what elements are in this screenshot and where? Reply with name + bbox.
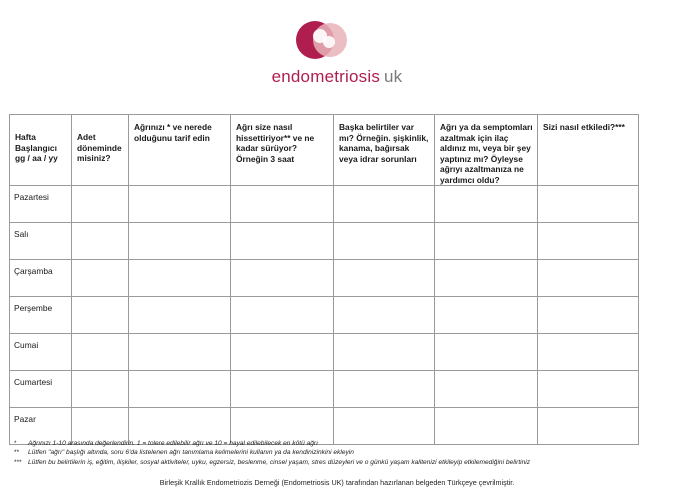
entry-cell[interactable] xyxy=(435,334,538,371)
entry-cell[interactable] xyxy=(435,186,538,223)
entry-cell[interactable] xyxy=(435,297,538,334)
entry-cell[interactable] xyxy=(231,297,334,334)
entry-cell[interactable] xyxy=(334,260,435,297)
footnote-text: Lütfen bu belirtilerin iş, eğitim, ilişkiler, sosyal aktiviteler, uyku, egzersiz, beslenme, cinsel yaşam, stres düzeyleri ve o günkü yaşam kalitenizi etkileyip etkilemediğini belirtiniz xyxy=(28,458,531,466)
table-row xyxy=(10,371,639,408)
footer-credit: Birleşik Krallık Endometriozis Derneği (Endometriosis UK) tarafından hazırlanan belgeden Türkçeye çevrilmiştir. xyxy=(159,478,515,487)
entry-cell[interactable] xyxy=(538,408,639,445)
header-period: Adet döneminde misiniz? xyxy=(72,115,129,186)
footnote xyxy=(14,448,530,457)
entry-cell[interactable] xyxy=(435,223,538,260)
entry-cell[interactable] xyxy=(435,260,538,297)
entry-cell[interactable] xyxy=(231,186,334,223)
entry-cell[interactable] xyxy=(231,334,334,371)
entry-cell[interactable] xyxy=(538,334,639,371)
day-label: Çarşamba xyxy=(10,260,72,297)
logo xyxy=(0,18,674,88)
day-label: Cumartesi xyxy=(10,371,72,408)
footnote xyxy=(14,458,530,467)
header-impact: Sizi nasıl etkiledi?*** xyxy=(538,115,639,186)
entry-cell[interactable] xyxy=(538,260,639,297)
header-other-symptoms: Başka belirtiler var mı? Örneğin. şişkinlik, kanama, bağırsak veya idrar sorunları xyxy=(334,115,435,186)
entry-cell[interactable] xyxy=(538,371,639,408)
table-row xyxy=(10,186,639,223)
logo-text-uk: uk xyxy=(384,67,403,86)
entry-cell[interactable] xyxy=(72,223,129,260)
day-label: Cumai xyxy=(10,334,72,371)
footnote-marker: *** xyxy=(14,458,22,466)
day-label: Salı xyxy=(10,223,72,260)
entry-cell[interactable] xyxy=(231,260,334,297)
entry-cell[interactable] xyxy=(538,186,639,223)
day-label: Perşembe xyxy=(10,297,72,334)
entry-cell[interactable] xyxy=(129,297,231,334)
entry-cell[interactable] xyxy=(334,297,435,334)
entry-cell[interactable] xyxy=(72,186,129,223)
logo-emblem xyxy=(293,18,383,68)
entry-cell[interactable] xyxy=(334,223,435,260)
table-row xyxy=(10,334,639,371)
entry-cell[interactable] xyxy=(129,371,231,408)
day-label: Pazartesi xyxy=(10,186,72,223)
entry-cell[interactable] xyxy=(129,223,231,260)
day-label: Pazar xyxy=(10,408,72,445)
header-pain-location: Ağrınızı * ve nerede olduğunu tarif edin xyxy=(129,115,231,186)
header-week-start: Hafta Başlangıcı gg / aa / yy xyxy=(10,115,72,186)
footnote-text: Lütfen "ağrı" başlığı altında, soru 6'da listelenen ağrı tanımlama kelimelerini kullanın ya da kendinizinkini ekleyin xyxy=(28,449,354,457)
pain-diary-table xyxy=(9,114,639,445)
footnote-marker: ** xyxy=(14,449,20,457)
entry-cell[interactable] xyxy=(334,371,435,408)
entry-cell[interactable] xyxy=(538,297,639,334)
footnote-marker: * xyxy=(14,440,17,447)
table-row xyxy=(10,223,639,260)
footnote-text: Ağrınızı 1-10 arasında değerlendirin. 1 = tolere edilebilir ağrı ve 10 = hayal edilebilecek en kötü ağrı xyxy=(28,440,318,447)
table-row xyxy=(10,260,639,297)
logo-wordmark xyxy=(0,67,674,87)
entry-cell[interactable] xyxy=(72,297,129,334)
header-row xyxy=(10,115,639,186)
entry-cell[interactable] xyxy=(72,260,129,297)
entry-cell[interactable] xyxy=(72,334,129,371)
entry-cell[interactable] xyxy=(129,260,231,297)
entry-cell[interactable] xyxy=(538,223,639,260)
entry-cell[interactable] xyxy=(435,371,538,408)
footnotes xyxy=(14,439,530,467)
logo-text-main: endometriosis xyxy=(271,67,381,86)
entry-cell[interactable] xyxy=(129,186,231,223)
entry-cell[interactable] xyxy=(231,371,334,408)
entry-cell[interactable] xyxy=(334,334,435,371)
header-pain-feeling: Ağrı size nasıl hissettiriyor** ve ne kadar sürüyor? Örneğin 3 saat xyxy=(231,115,334,186)
entry-cell[interactable] xyxy=(129,334,231,371)
table-row xyxy=(10,297,639,334)
entry-cell[interactable] xyxy=(334,186,435,223)
footnote xyxy=(14,439,530,448)
entry-cell[interactable] xyxy=(72,371,129,408)
entry-cell[interactable] xyxy=(231,223,334,260)
header-medication: Ağrı ya da semptomları azaltmak için ilaç aldınız mı, veya bir şey yaptınız mı? Öyleyse ağrıyı azaltmanıza ne yardımcı oldu? xyxy=(435,115,538,186)
